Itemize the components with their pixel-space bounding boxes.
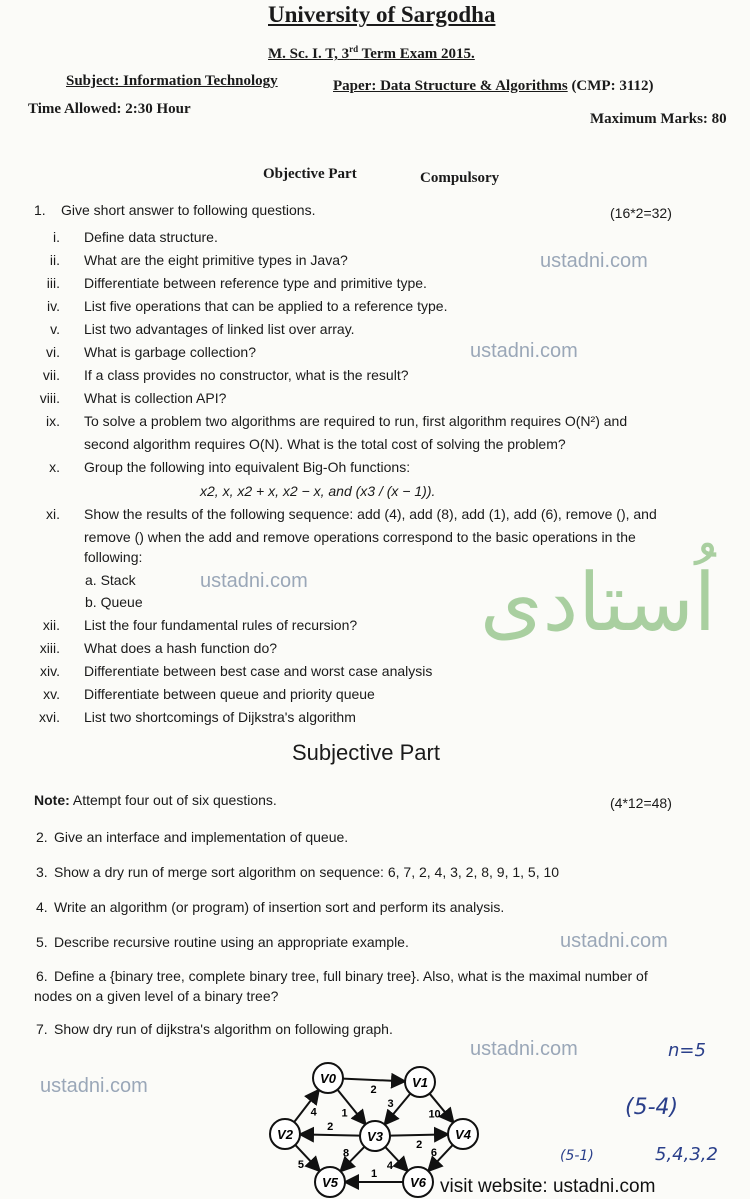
edge-weight: 3	[387, 1098, 394, 1111]
edge-weight: 1	[341, 1107, 348, 1120]
item-number: ix.	[46, 413, 60, 429]
item-text: second algorithm requires O(N). What is the total cost of solving the problem?	[84, 436, 566, 452]
subject: Subject: Information Technology	[66, 73, 278, 89]
item-text: remove () when the add and remove operations correspond to the basic operations in the	[84, 529, 636, 545]
edge-weight: 1	[370, 1168, 378, 1180]
paper-code: (CMP: 3112)	[571, 78, 654, 94]
edge-weight: 6	[430, 1146, 437, 1159]
question-number: 7.	[36, 1021, 48, 1037]
item-number: xi.	[46, 506, 60, 522]
graph-node-label: V1	[412, 1075, 428, 1090]
item-number: xvi.	[39, 709, 60, 725]
question-number: 5.	[36, 934, 48, 950]
item-number: viii.	[39, 390, 60, 406]
watermark: ustadni.com	[200, 570, 308, 592]
item-text: List two shortcomings of Dijkstra's algorithm	[84, 709, 356, 725]
university-name: University of Sargodha	[268, 2, 496, 27]
edge-weight: 8	[343, 1147, 350, 1160]
question-number: 3.	[36, 864, 48, 880]
question-text: Give an interface and implementation of queue.	[54, 829, 349, 845]
footer-website: visit website: ustadni.com	[440, 1176, 656, 1197]
item-text: What is garbage collection?	[84, 344, 256, 360]
graph-node-label: V0	[320, 1071, 336, 1086]
question-text: Show dry run of dijkstra's algorithm on following graph.	[54, 1021, 393, 1037]
compulsory-label: Compulsory	[420, 170, 500, 186]
note-text: Attempt four out of six questions.	[69, 792, 277, 808]
item-number: xii.	[42, 617, 60, 633]
question-1-marks: (16*2=32)	[610, 205, 672, 221]
edge-weight: 2	[327, 1121, 334, 1134]
item-number: iv.	[47, 298, 60, 314]
subjective-title: Subjective Part	[292, 740, 440, 765]
item-text: What does a hash function do?	[84, 640, 278, 656]
item-text: a. Stack	[85, 572, 136, 588]
watermark: ustadni.com	[540, 250, 648, 272]
edge-weight: 10	[428, 1108, 441, 1121]
maximum-marks: Maximum Marks: 80	[590, 111, 727, 127]
item-text: To solve a problem two algorithms are required to run, first algorithm requires O(N²) and	[84, 413, 628, 429]
question-text: Write an algorithm (or program) of insertion sort and perform its analysis.	[54, 899, 505, 915]
graph-node-label: V4	[455, 1127, 471, 1142]
item-text: What is collection API?	[84, 390, 227, 406]
question-text: Show a dry run of merge sort algorithm on sequence: 6, 7, 2, 4, 3, 2, 8, 9, 1, 5, 10	[54, 864, 560, 880]
item-number: xv.	[43, 686, 60, 702]
item-number: i.	[53, 229, 60, 245]
item-number: xiv.	[40, 663, 60, 679]
edge-weight: 4	[386, 1160, 393, 1173]
time-allowed: Time Allowed: 2:30 Hour	[28, 101, 191, 117]
question-number: 4.	[36, 899, 48, 915]
question-1-number: 1.	[34, 202, 46, 218]
graph-node-label: V5	[322, 1175, 338, 1190]
handwritten-note: 5,4,3,2	[655, 1144, 718, 1165]
graph-node-label: V6	[410, 1175, 426, 1190]
graph-node-label: V3	[367, 1129, 383, 1144]
question-text: nodes on a given level of a binary tree?	[34, 988, 279, 1004]
question-number: 6.	[36, 968, 48, 984]
item-number: v.	[50, 321, 60, 337]
item-text: x2, x, x2 + x, x2 − x, and (x3 / (x − 1)).	[200, 483, 436, 499]
watermark: ustadni.com	[470, 1038, 578, 1060]
item-text: What are the eight primitive types in Java?	[84, 252, 348, 268]
item-text: Differentiate between best case and worst case analysis	[84, 663, 433, 679]
item-text: List five operations that can be applied to a reference type.	[84, 298, 448, 314]
graph-edge-V3-V2	[300, 1134, 360, 1135]
item-text: Differentiate between queue and priority queue	[84, 686, 375, 702]
objective-title: Objective Part	[263, 166, 357, 182]
watermark: ustadni.com	[560, 930, 668, 952]
edge-weight: 2	[370, 1083, 377, 1096]
item-text: Define data structure.	[84, 229, 218, 245]
graph-node-label: V2	[277, 1127, 293, 1142]
item-number: x.	[49, 459, 60, 475]
graph-edge-V0-V1	[343, 1079, 405, 1082]
item-number: vi.	[46, 344, 60, 360]
item-text: b. Queue	[85, 594, 143, 610]
item-number: vii.	[42, 367, 60, 383]
watermark: ustadni.com	[470, 340, 578, 362]
item-text: Differentiate between reference type and primitive type.	[84, 275, 427, 291]
item-text: following:	[84, 549, 143, 565]
note-label: Note:	[34, 792, 70, 808]
edge-weight: 4	[310, 1106, 317, 1119]
edge-weight: 5	[297, 1159, 304, 1172]
urdu-watermark-logo: اُستادی	[480, 558, 717, 647]
question-number: 2.	[36, 829, 48, 845]
item-text: Group the following into equivalent Big-Oh functions:	[84, 459, 411, 475]
item-number: ii.	[49, 252, 60, 268]
exam-title-rest: Term Exam 2015.	[358, 46, 475, 62]
item-text: List the four fundamental rules of recursion?	[84, 617, 358, 633]
handwritten-note: (5-4)	[625, 1095, 679, 1120]
watermark: ustadni.com	[40, 1075, 148, 1097]
item-text: List two advantages of linked list over array.	[84, 321, 355, 337]
exam-title-main: M. Sc. I. T, 3	[268, 46, 350, 62]
handwritten-note: (5-1)	[560, 1148, 594, 1164]
edge-weight: 2	[416, 1138, 423, 1151]
subjective-marks: (4*12=48)	[610, 795, 672, 811]
exam-title-superscript: rd	[349, 44, 359, 54]
graph-edge-V3-V4	[390, 1134, 448, 1135]
item-text: If a class provides no constructor, what is the result?	[84, 367, 409, 383]
question-text: Describe recursive routine using an appropriate example.	[54, 934, 409, 950]
item-number: xiii.	[39, 640, 60, 656]
paper-name: Paper: Data Structure & Algorithms	[333, 78, 568, 94]
question-1-text: Give short answer to following questions.	[61, 202, 316, 218]
item-text: Show the results of the following sequence: add (4), add (8), add (1), add (6), remove (), and	[84, 506, 657, 522]
item-number: iii.	[46, 275, 60, 291]
question-text: Define a {binary tree, complete binary tree, full binary tree}. Also, what is the maximal number of	[54, 968, 648, 984]
handwritten-note: n=5	[668, 1040, 706, 1061]
